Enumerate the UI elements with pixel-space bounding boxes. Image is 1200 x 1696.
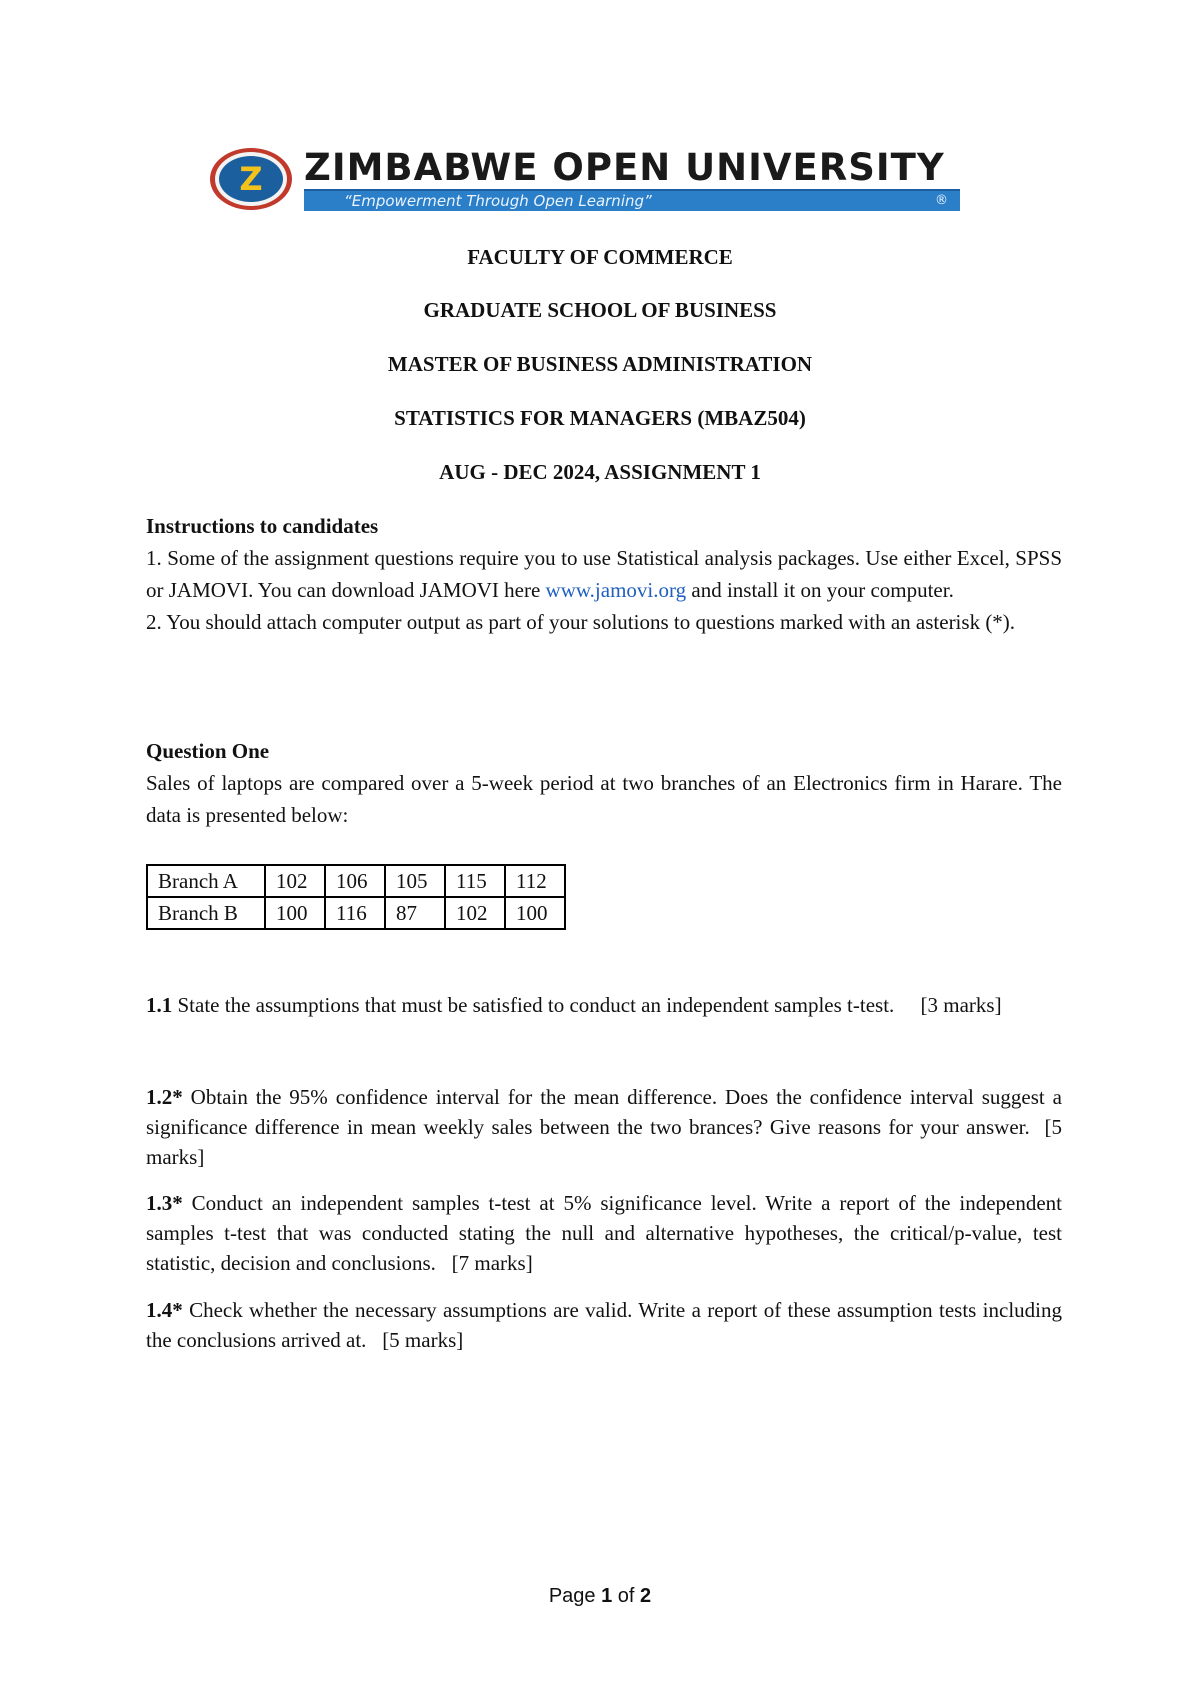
university-badge-icon	[208, 146, 294, 212]
row-label: Branch B	[147, 897, 265, 929]
assignment-heading: AUG - DEC 2024, ASSIGNMENT 1	[439, 460, 761, 484]
question-part-1-2	[146, 1082, 1062, 1172]
table-cell: 116	[325, 897, 385, 929]
part-number: 1.4*	[146, 1298, 183, 1322]
table-cell: 87	[385, 897, 445, 929]
instructions-title: Instructions to candidates	[146, 514, 379, 538]
question-one-intro	[146, 735, 1062, 831]
table-cell: 100	[265, 897, 325, 929]
part-text: Obtain the 95% confidence interval for the mean difference. Does the confidence interval suggest a significance difference in mean weekly sales between the two brances? Give reasons for your answer.	[146, 1085, 1062, 1139]
table-cell: 100	[505, 897, 565, 929]
university-name: ZIMBABWE OPEN UNIVERSITY	[304, 146, 945, 189]
table-cell: 105	[385, 865, 445, 897]
part-number: 1.3*	[146, 1191, 183, 1215]
part-text: Check whether the necessary assumptions are valid. Write a report of these assumption tests including the conclusions arrived at.	[146, 1298, 1062, 1352]
table-row	[147, 897, 565, 929]
question-one-text: Sales of laptops are compared over a 5-week period at two branches of an Electronics firm in Harare. The data is presented below:	[146, 771, 1062, 827]
instructions-section	[146, 510, 1062, 638]
faculty-heading: FACULTY OF COMMERCE	[467, 245, 733, 269]
university-tagline: “Empowerment Through Open Learning”	[344, 192, 652, 210]
part-marks: [5 marks]	[146, 1115, 1063, 1169]
part-number: 1.1	[146, 993, 173, 1017]
part-marks: [3 marks]	[920, 993, 1002, 1017]
table-cell: 115	[445, 865, 505, 897]
part-marks: [7 marks]	[451, 1251, 533, 1275]
question-one-title: Question One	[146, 739, 270, 763]
part-number: 1.2*	[146, 1085, 183, 1109]
part-marks: [5 marks]	[382, 1328, 464, 1352]
part-text: State the assumptions that must be satisfied to conduct an independent samples t-test.	[172, 993, 895, 1017]
course-heading: STATISTICS FOR MANAGERS (MBAZ504)	[394, 406, 806, 430]
table-cell: 102	[265, 865, 325, 897]
instruction-item-2: 2. You should attach computer output as part of your solutions to questions marked with an asterisk (*).	[146, 610, 1016, 634]
university-logo	[208, 146, 960, 212]
question-part-1-1	[146, 990, 1062, 1020]
logo-tagline-band	[304, 189, 960, 211]
table-cell: 106	[325, 865, 385, 897]
programme-heading: MASTER OF BUSINESS ADMINISTRATION	[387, 352, 813, 376]
row-label: Branch A	[147, 865, 265, 897]
page-number: Page 1 of 2	[548, 1585, 652, 1607]
part-text: Conduct an independent samples t-test at 5% significance level. Write a report of the independent samples t-test that was conducted stating the null and alternative hypotheses, the critical/p-value, test statistic, decision and conclusions.	[146, 1191, 1062, 1275]
jamovi-link[interactable]: www.jamovi.org	[545, 578, 687, 602]
instruction-item-1: 1. Some of the assignment questions require you to use Statistical analysis packages. Use either Excel, SPSS or JAMOVI. You can download JAMOVI here www.jamovi.org and install it on your computer.	[146, 546, 1062, 602]
table-row	[147, 865, 565, 897]
school-heading: GRADUATE SCHOOL OF BUSINESS	[423, 298, 777, 322]
table-cell: 102	[445, 897, 505, 929]
badge-letter: Z	[239, 160, 263, 198]
table-cell: 112	[505, 865, 565, 897]
registered-mark: ®	[935, 193, 948, 208]
sales-table	[146, 864, 566, 930]
question-part-1-4	[146, 1295, 1062, 1355]
question-part-1-3	[146, 1188, 1062, 1278]
